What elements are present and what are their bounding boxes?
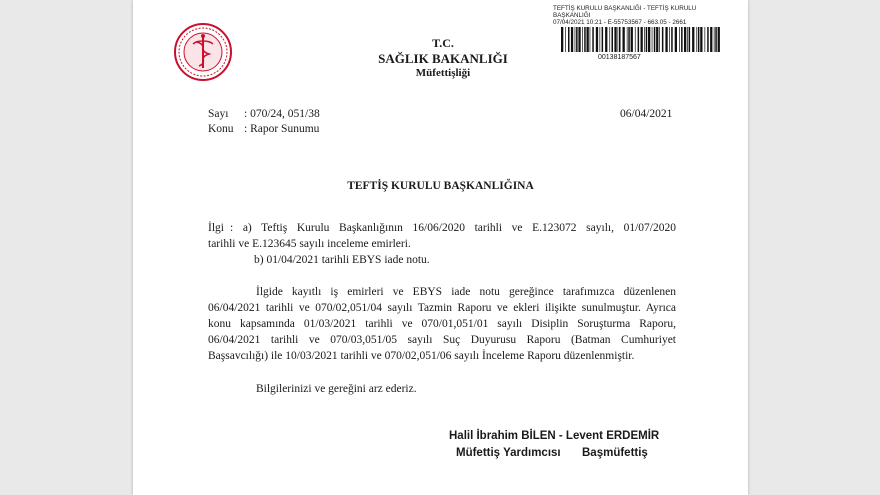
barcode-bar (718, 27, 720, 52)
barcode-bar (671, 27, 673, 52)
barcode-bar (600, 27, 601, 52)
barcode-bar (619, 27, 621, 52)
barcode-bar (635, 27, 636, 52)
ilgi-line-a1 (208, 220, 676, 236)
ilgi-label: İlgi (208, 222, 224, 234)
document-date: 06/04/2021 (620, 108, 673, 120)
barcode-bar (644, 27, 645, 52)
barcode-bar (707, 27, 709, 52)
ilgi-a-text: : a) Teftiş Kurulu Başkanlığının 16/06/2020 tarihli ve E.123072 sayılı, 01/07/2020 (230, 222, 676, 234)
addressee: TEFTİŞ KURULU BAŞKANLIĞINA (347, 180, 534, 192)
header-inspectorate: Müfettişliği (415, 67, 471, 79)
barcode-bar (568, 27, 570, 52)
barcode (561, 27, 721, 52)
barcode-bar (614, 27, 616, 52)
konu-value: : Rapor Sunumu (244, 123, 320, 135)
barcode-bar (575, 27, 576, 52)
ilgi-line-b: b) 01/04/2021 tarihli EBYS iade notu. (254, 254, 430, 266)
barcode-bar (612, 27, 614, 52)
barcode-bar (662, 27, 664, 52)
signature-title-assistant: Müfettiş Yardımcısı (456, 447, 561, 459)
body-line-1: İlgide kayıtlı iş emirleri ve EBYS iade notu gereğince tarafımızca düzenlenen (256, 286, 676, 298)
ilgi-line-a2: tarihli ve E.123645 sayılı inceleme emirleri. (208, 238, 411, 250)
barcode-bar (592, 27, 594, 52)
barcode-bar (714, 27, 715, 52)
ministry-logo (173, 22, 233, 82)
barcode-bar (571, 27, 573, 52)
sayi-label: Sayı (208, 108, 229, 120)
closing-line: Bilgilerinizi ve gereğini arz ederiz. (256, 383, 417, 395)
barcode-bar (687, 27, 688, 52)
body-line-3: konu kapsamında 01/03/2021 tarihli ve 070/01,051/01 sayılı Disiplin Soruşturma Raporu, (208, 318, 676, 330)
barcode-bar (692, 27, 694, 52)
barcode-bar (561, 27, 563, 52)
barcode-bar (565, 27, 566, 52)
barcode-bar (596, 27, 598, 52)
barcode-bar (627, 27, 628, 52)
barcode-bar (578, 27, 580, 52)
barcode-bar (656, 27, 658, 52)
barcode-bar (654, 27, 656, 52)
barcode-bar (715, 27, 717, 52)
barcode-caption-line3: 07/04/2021 10:21 - E-55753567 - 663.05 - 2661 (553, 19, 687, 26)
barcode-bar (659, 27, 660, 52)
document-page (133, 0, 748, 495)
barcode-bar (665, 27, 667, 52)
signature-title-chief: Başmüfettiş (582, 447, 648, 459)
header-tc: T.C. (432, 36, 454, 50)
barcode-bar (648, 27, 650, 52)
barcode-number: 00138187567 (598, 54, 641, 61)
barcode-bar (698, 27, 700, 52)
konu-label: Konu (208, 123, 234, 135)
barcode-bar (582, 27, 583, 52)
barcode-caption-line2: BAŞKANLIĞI (553, 12, 591, 19)
barcode-bar (646, 27, 648, 52)
barcode-bar (623, 27, 625, 52)
barcode-bar (605, 27, 607, 52)
barcode-bar (679, 27, 680, 52)
barcode-bar (700, 27, 702, 52)
header-ministry: SAĞLIK BAKANLIĞI (378, 51, 508, 66)
barcode-bar (696, 27, 697, 52)
barcode-bar (576, 27, 578, 52)
barcode-caption-line1: TEFTİŞ KURULU BAŞKANLIĞI - TEFTİŞ KURULU (553, 5, 697, 12)
barcode-bar (675, 27, 677, 52)
barcode-bar (681, 27, 683, 52)
barcode-bar (689, 27, 691, 52)
barcode-bar (684, 27, 686, 52)
barcode-bar (609, 27, 610, 52)
barcode-bar (590, 27, 591, 52)
barcode-bar (587, 27, 589, 52)
barcode-bar (584, 27, 586, 52)
signature-names: Halil İbrahim BİLEN - Levent ERDEMİR (449, 430, 660, 442)
body-paragraph (208, 284, 676, 364)
barcode-bar (652, 27, 653, 52)
barcode-bar (641, 27, 643, 52)
barcode-bar (628, 27, 630, 52)
barcode-bar (705, 27, 706, 52)
barcode-bar (638, 27, 640, 52)
body-line-5: Başsavcılığı) ile 10/03/2021 tarihli ve 070/02,051/06 sayılı İnceleme Raporu düzenlenmiştir. (208, 350, 635, 362)
barcode-bar (669, 27, 670, 52)
barcode-bar (710, 27, 712, 52)
barcode-bar (631, 27, 633, 52)
body-line-4: 06/04/2021 tarihli ve 070/03,051/05 sayılı Suç Duyurusu Raporu (Batman Cumhuriyet (208, 334, 676, 346)
barcode-bar (602, 27, 604, 52)
sayi-value: : 070/24, 051/38 (244, 108, 320, 120)
body-line-2: 06/04/2021 tarihli ve 070/02,051/04 sayılı Tazmin Raporu ve ekleri ilişikte sunulmuştur. Ayrıca (208, 302, 676, 314)
barcode-bar (618, 27, 619, 52)
